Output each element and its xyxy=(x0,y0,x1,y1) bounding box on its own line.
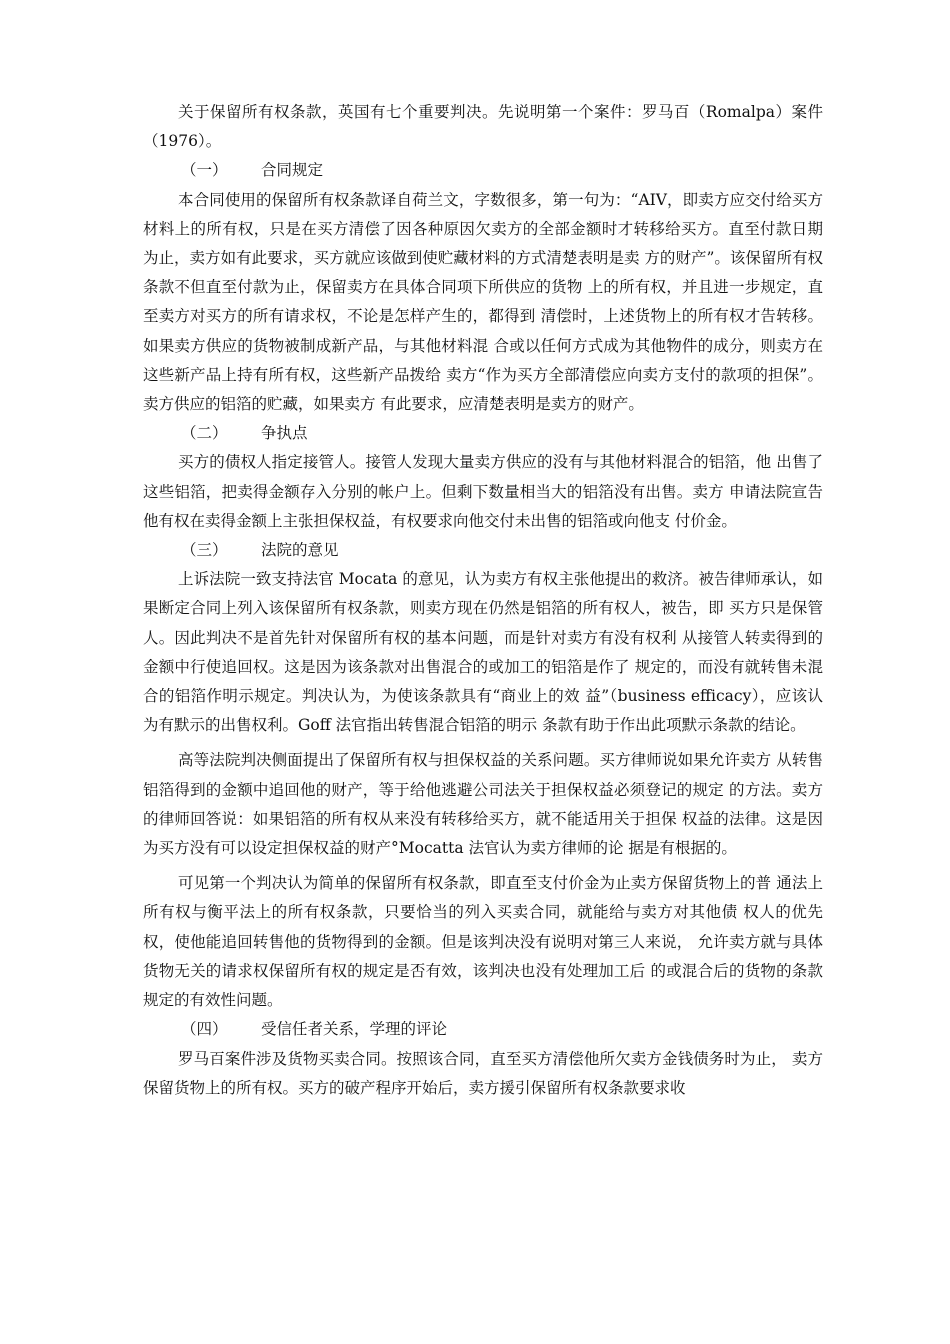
section-title: 受信任者关系，学理的评论 xyxy=(261,1020,448,1039)
section-heading-2 xyxy=(143,419,823,448)
document-body xyxy=(143,98,823,1103)
section-title: 合同规定 xyxy=(261,161,324,180)
section-heading-3 xyxy=(143,536,823,565)
paragraph-dispute: 买方的债权人指定接管人。接管人发现大量卖方供应的没有与其他材料混合的铝箔，他 出售了这些铝箔，把卖得金额存入分别的帐户上。但剩下数量相当大的铝箔没有出售。卖方 申请法院宣告他有权在卖得金额上主张担保权益，有权要求向他交付未出售的铝箔或向他支 付价金。 xyxy=(143,453,823,530)
paragraph-intro: 关于保留所有权条款，英国有七个重要判决。先说明第一个案件：罗马百（Romalpa）案件（1976）。 xyxy=(143,103,823,151)
section-number: （二） xyxy=(181,424,228,443)
section-number: （三） xyxy=(181,541,228,560)
section-heading-4 xyxy=(143,1015,823,1044)
section-number: （四） xyxy=(181,1020,228,1039)
paragraph-conclusion: 可见第一个判决认为简单的保留所有权条款，即直至支付价金为止卖方保留货物上的普 通法上所有权与衡平法上的所有权条款，只要恰当的列入买卖合同，就能给与卖方对其他债 权人的优先权，使他能追回转售他的货物得到的金额。但是该判决没有说明对第三人来说， 允许卖方就与具体货物无关的请求权保留所有权的规定是否有效，该判决也没有处理加工后 的或混合后的货物的条款规定的有效性问题。 xyxy=(143,874,823,1010)
section-number: （一） xyxy=(181,161,228,180)
section-title: 争执点 xyxy=(261,424,308,443)
section-heading-1 xyxy=(143,156,823,185)
paragraph-high-court: 高等法院判决侧面提出了保留所有权与担保权益的关系问题。买方律师说如果允许卖方 从转售铝箔得到的金额中追回他的财产，等于给他逃避公司法关于担保权益必须登记的规定 的方法。卖方的律师回答说：如果铝箔的所有权从来没有转移给买方，就不能适用关于担保 权益的法律。这是因为买方没有可以设定担保权益的财产°Mocatta 法官认为卖方律师的论 据是有根据的。 xyxy=(143,751,823,858)
paragraph-fiduciary: 罗马百案件涉及货物买卖合同。按照该合同，直至买方清偿他所欠卖方金钱债务时为止， 卖方保留货物上的所有权。买方的破产程序开始后，卖方援引保留所有权条款要求收 xyxy=(143,1049,823,1097)
paragraph-contract-terms: 本合同使用的保留所有权条款译自荷兰文，字数很多，第一句为：“AIV，即卖方应交付给买方材料上的所有权，只是在买方清偿了因各种原因欠卖方的全部金额时才转移给买方。直至付款日期为止，卖方如有此要求，买方就应该做到使贮藏材料的方式清楚表明是卖 方的财产”。该保留所有权条款不但直至付款为止，保留卖方在具体合同项下所供应的货物 上的所有权，并且进一步规定，直至卖方对买方的所有请求权，不论是怎样产生的，都得到 清偿时，上述货物上的所有权才告转移。如果卖方供应的货物被制成新产品，与其他材料混 合或以任何方式成为其他物件的成分，则卖方在这些新产品上持有所有权，这些新产品拨给 卖方“作为买方全部清偿应向卖方支付的款项的担保”。卖方供应的铝箔的贮藏，如果卖方 有此要求，应清楚表明是卖方的财产。 xyxy=(143,190,823,414)
section-title: 法院的意见 xyxy=(261,541,339,560)
paragraph-court-opinion: 上诉法院一致支持法官 Mocata 的意见，认为卖方有权主张他提出的救济。被告律师承认，如果断定合同上列入该保留所有权条款，则卖方现在仍然是铝箔的所有权人，被告，即 买方只是保管人。因此判决不是首先针对保留所有权的基本问题，而是针对卖方有没有权利 从接管人转卖得到的金额中行使追回权。这是因为该条款对出售混合的或加工的铝箔是作了 规定的，而没有就转售未混合的铝箔作明示规定。判决认为，为使该条款具有“商业上的效 益”（business efficacy），应该认为有默示的出售权利。Goff 法官指出转售混合铝箔的明示 条款有助于作出此项默示条款的结论。 xyxy=(143,570,823,735)
